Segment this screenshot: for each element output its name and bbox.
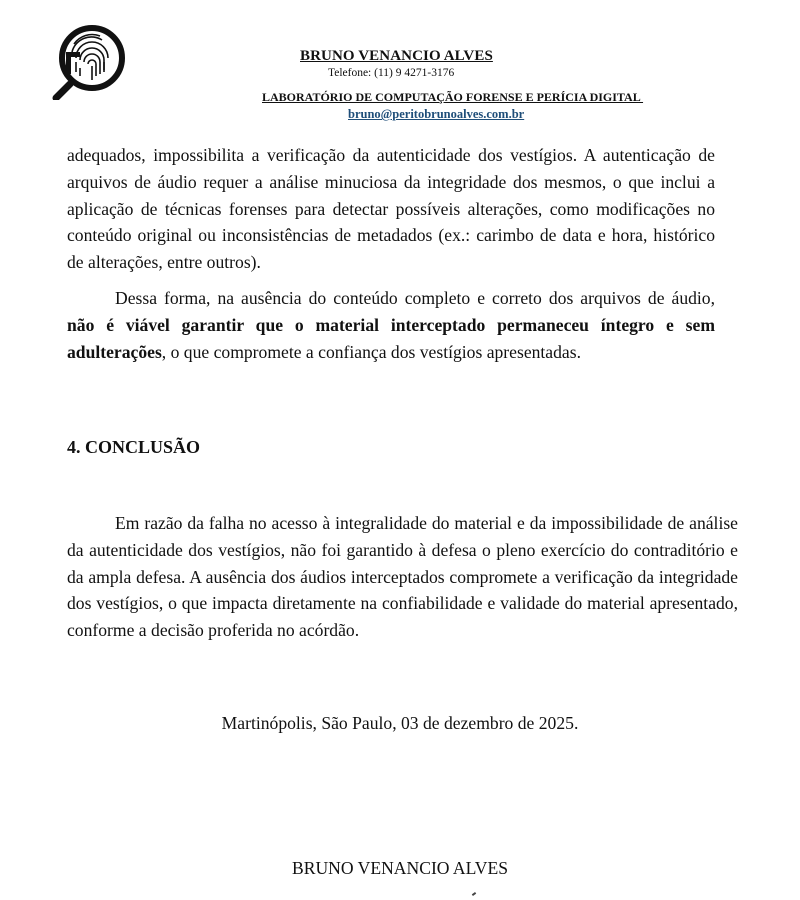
place-date: Martinópolis, São Paulo, 03 de dezembro de 2025. bbox=[221, 713, 579, 733]
paragraph-integrity-bold: não é viável garantir que o material interceptado permaneceu íntegro e sem adulterações bbox=[67, 314, 715, 362]
header-email-link[interactable]: bruno@peritobrunoalves.com.br bbox=[348, 107, 525, 121]
header-name: BRUNO VENANCIO ALVES bbox=[300, 48, 493, 64]
fingerprint-magnifier-logo bbox=[52, 22, 126, 100]
header-phone: Telefone: (11) 9 4271-3176 bbox=[328, 67, 455, 79]
header-lab-name: LABORATÓRIO DE COMPUTAÇÃO FORENSE E PERÍCIA DIGITAL bbox=[262, 90, 644, 104]
cut-off-accent-mark bbox=[472, 892, 476, 896]
section-heading-conclusion: 4. CONCLUSÃO bbox=[67, 437, 201, 457]
paragraph-integrity-start: Dessa forma, na ausência do conteúdo completo e correto dos arquivos de áudio, bbox=[115, 288, 715, 308]
signature-name: BRUNO VENANCIO ALVES bbox=[291, 858, 509, 878]
paragraph-authenticity: adequados, impossibilita a verificação da autenticidade dos vestígios. A autenticação de arquivos de áudio requer a análise minuciosa da integridade dos mesmos, o que inclui a aplicação de técnicas forenses para detectar possíveis alterações, como modificações no conteúdo original ou inconsistências de metadados (ex.: carimbo de data e hora, histórico de alterações, entre outros). bbox=[67, 145, 715, 273]
paragraph-conclusion: Em razão da falha no acesso à integralidade do material e da impossibilidade de análise da autenticidade dos vestígios, não foi garantido à defesa o pleno exercício do contraditório e da ampla defesa. A ausência dos áudios interceptados compromete a verificação da integridade dos vestígios, o que impacta diretamente na confiabilidade e validade do material apresentado, conforme a decisão proferida no acórdão. bbox=[67, 513, 738, 641]
paragraph-integrity bbox=[67, 285, 715, 365]
paragraph-integrity-end: , o que compromete a confiança dos vestígios apresentadas. bbox=[161, 341, 581, 362]
